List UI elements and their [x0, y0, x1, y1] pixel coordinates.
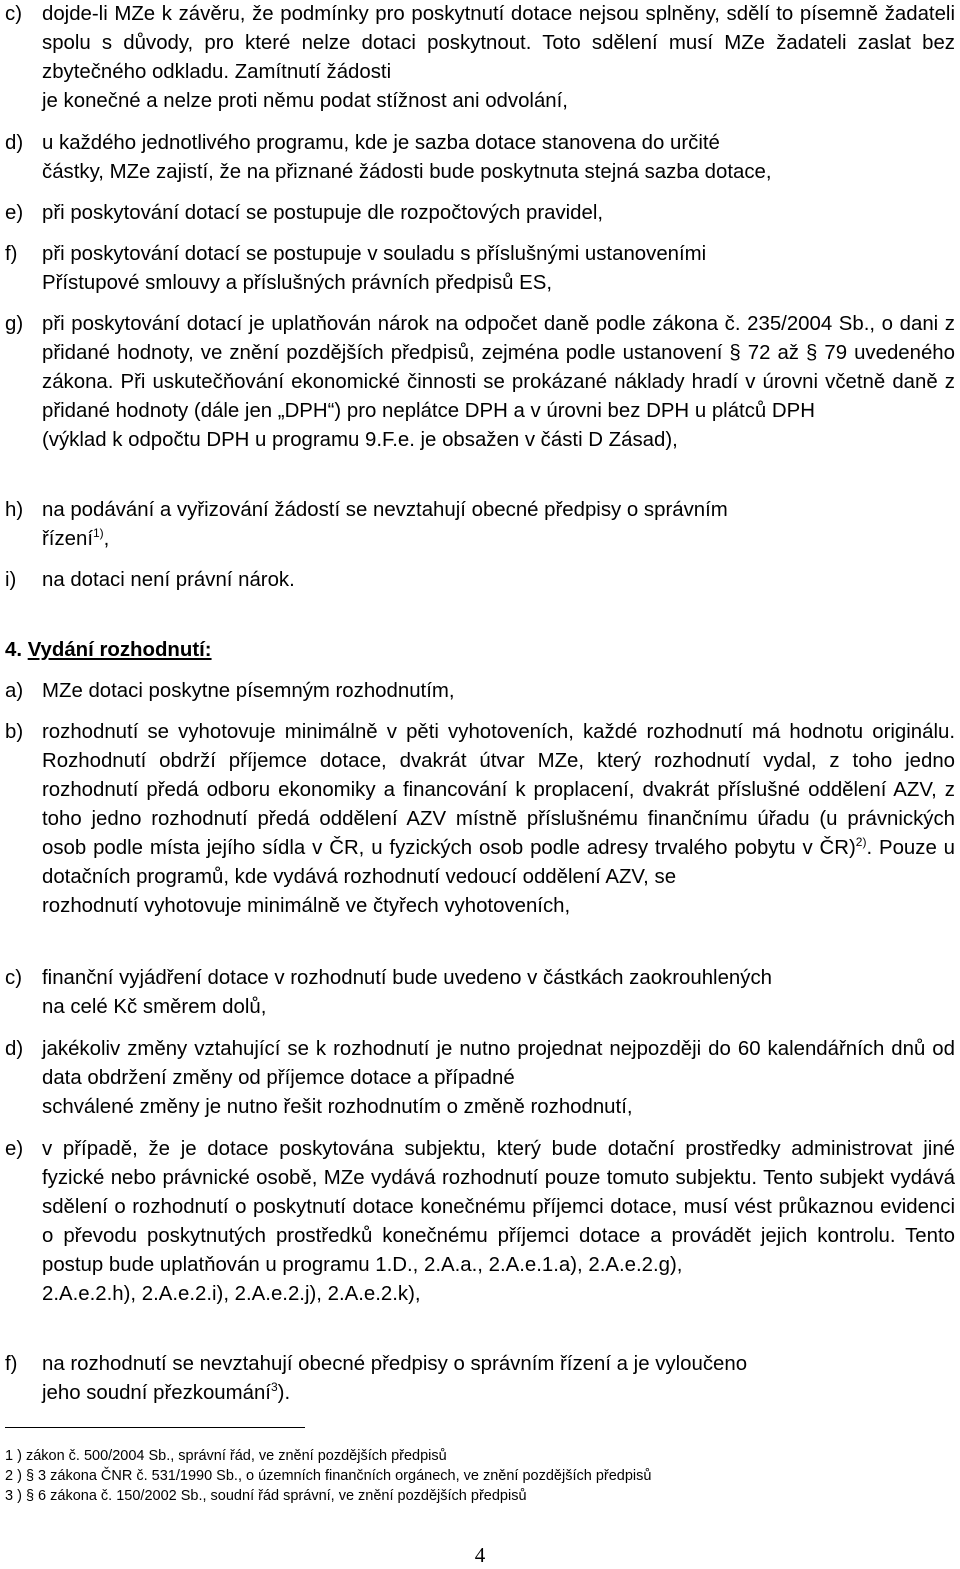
list-item-f [5, 240, 955, 298]
item-text: na dotaci není právní nárok. [42, 569, 295, 591]
item-text: dojde-li MZe k závěru, že podmínky pro poskytnutí dotace nejsou splněny, sdělí to písemně žadateli spolu s důvody, pro které nelze dotaci poskytnout. Toto sdělení musí MZe žadateli zaslat bez zbytečného odkladu. Zamítnutí žádosti je konečné a nelze proti němu podat stížnost ani odvolání, [42, 3, 955, 112]
item-label: a) [5, 680, 24, 702]
list-item-f2 [5, 1350, 955, 1408]
list-item-c [5, 0, 955, 116]
item-label: e) [5, 1138, 24, 1160]
item-label: f) [5, 243, 18, 265]
footnote-3: 3 ) § 6 zákona č. 150/2002 Sb., soudní řád správní, ve znění pozdějších předpisů [5, 1488, 527, 1504]
footnote-1: 1 ) zákon č. 500/2004 Sb., správní řád, ve znění pozdějších předpisů [5, 1448, 447, 1464]
item-label: b) [5, 721, 24, 743]
footnote-2: 2 ) § 3 zákona ČNR č. 531/1990 Sb., o územních finančních orgánech, ve znění pozdějších předpisů [5, 1468, 652, 1484]
item-label: h) [5, 499, 24, 521]
item-label: d) [5, 132, 24, 154]
item-text: MZe dotaci poskytne písemným rozhodnutím, [42, 680, 455, 702]
list-item-a [5, 677, 955, 706]
item-label: e) [5, 202, 24, 224]
list-item-e [5, 199, 955, 228]
section-number: 4. [5, 639, 23, 661]
item-text: při poskytování dotací se postupuje v souladu s příslušnými ustanoveními Přístupové smlouvy a příslušných právních předpisů ES, [42, 243, 707, 294]
item-label: c) [5, 3, 22, 25]
footnote-ref: 3 [270, 1380, 278, 1395]
item-text: při poskytování dotací se postupuje dle rozpočtových pravidel, [42, 202, 604, 224]
list-item-i [5, 566, 955, 595]
item-text: při poskytování dotací je uplatňován nárok na odpočet daně podle zákona č. 235/2004 Sb., o dani z přidané hodnoty, ve znění pozdějších předpisů, zejména podle ustanovení § 72 až § 79 uvedeného zákona. Při uskutečňování ekonomické činnosti se prokázané náklady hradí v úrovni včetně daně z přidané hodnoty (dále jen „DPH“) pro neplátce DPH a v úrovni bez DPH u plátců DPH (výklad k odpočtu DPH u programu 9.F.e. je obsažen v části D Zásad), [42, 313, 955, 451]
item-text: na rozhodnutí se nevztahují obecné předpisy o správním řízení a je vyloučeno jeho soudní přezkoumání$^3$). [42, 1353, 748, 1404]
item-label: c) [5, 967, 22, 989]
item-label: f) [5, 1353, 18, 1375]
list-item-d [5, 129, 955, 187]
list-item-g [5, 310, 955, 455]
item-label: d) [5, 1038, 24, 1060]
item-label: i) [5, 569, 17, 591]
list-item-b [5, 718, 955, 921]
item-text: u každého jednotlivého programu, kde je sazba dotace stanovena do určité částky, MZe zajistí, že na přiznané žádosti bude poskytnuta stejná sazba dotace, [42, 132, 772, 183]
list-item-e2 [5, 1135, 955, 1309]
item-text: rozhodnutí se vyhotovuje minimálně v pěti vyhotoveních, každé rozhodnutí má hodnotu originálu. Rozhodnutí obdrží příjemce dotace, dvakrát útvar MZe, který rozhodnutí vydal, z toho jedno rozhodnutí předá odboru ekonomiky a financování k proplacení, dvakrát příslušné oddělení AZV, z toho jedno rozhodnutí předá oddělení AZV místně příslušnému finančnímu úřadu (u právnických osob podle místa jejího sídla v ČR, u fyzických osob podle adresy trvalého pobytu v ČR)$^{2)}$. Pouze u dotačních programů, kde vydává rozhodnutí vedoucí oddělení AZV, se rozhodnutí vyhotovuje minimálně ve čtyřech vyhotoveních, [42, 721, 956, 917]
footnote-ref: 1) [93, 526, 104, 541]
list-item-c2 [5, 964, 955, 1022]
section-title: Vydání rozhodnutí: [27, 639, 212, 661]
page-number: 4 [474, 1543, 486, 1567]
item-text: jakékoliv změny vztahující se k rozhodnutí je nutno projednat nejpozději do 60 kalendářních dnů od data obdržení změny od příjemce dotace a případné schválené změny je nutno řešit rozhodnutím o změně rozhodnutí, [42, 1038, 955, 1118]
item-text: finanční vyjádření dotace v rozhodnutí bude uvedeno v částkách zaokrouhlených na celé Kč směrem dolů, [42, 967, 773, 1018]
footnote-divider [5, 1427, 305, 1428]
list-item-h [5, 496, 955, 554]
item-text: v případě, že je dotace poskytována subjektu, který bude dotační prostředky administrovat jiné fyzické nebo právnické osobě, MZe vydává rozhodnutí pouze tomuto subjektu. Tento subjekt vydává sdělení o rozhodnutí o poskytnutí dotace konečnému příjemci dotace, musí vést průkaznou evidenci o převodu poskytnutých prostředků konečnému příjemci dotace a provádět jejich kontrolu. Tento postup bude uplatňován u programu 1.D., 2.A.a., 2.A.e.1.a), 2.A.e.2.g), 2.A.e.2.h), 2.A.e.2.i), 2.A.e.2.j), 2.A.e.2.k), [42, 1138, 955, 1305]
footnote-ref: 2) [855, 835, 867, 850]
item-text: na podávání a vyřizování žádostí se nevztahují obecné předpisy o správním řízení$^{1)}$, [42, 499, 728, 550]
list-item-d2 [5, 1035, 955, 1122]
section-heading [5, 636, 212, 665]
item-label: g) [5, 313, 24, 335]
